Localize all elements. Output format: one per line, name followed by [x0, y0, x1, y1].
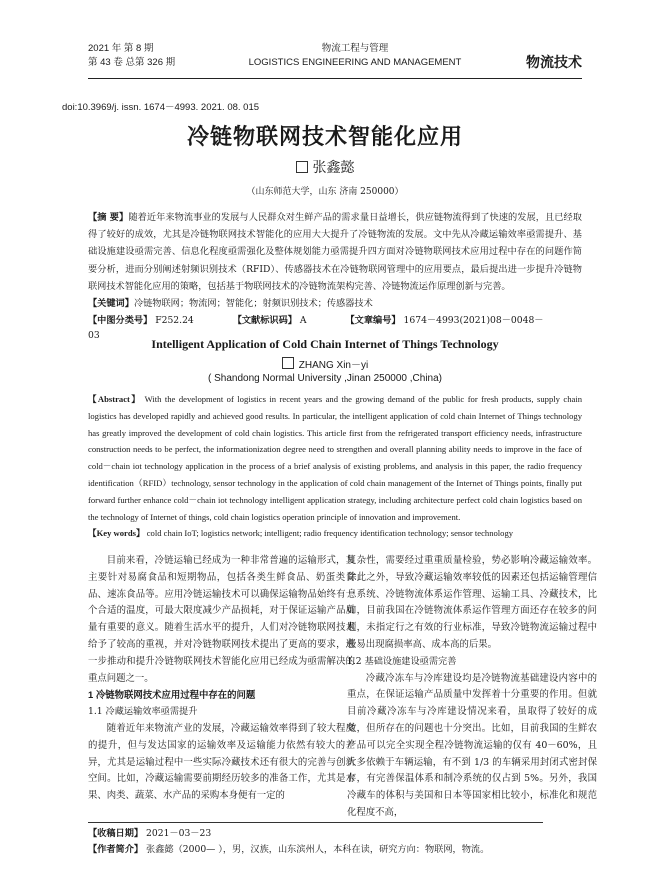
journal-en: LOGISTICS ENGINEERING AND MANAGEMENT — [248, 57, 462, 68]
author: 张鑫懿 — [312, 160, 355, 176]
keywords-cn — [88, 296, 582, 311]
author-line — [0, 157, 650, 177]
abstract-cn — [88, 209, 582, 295]
abstract-en-text: With the development of logistics in recent years and the growing demand of the public for fresh products, supply chain logistics has developed rapidly and achieved good results. In particular, the intelligent application of cold chain Internet of Things technology has greatly improved the development of cold chain logistics. This article first from the refrigerated transport efficiency needs, infrastructure construction needs to be perfect, the informationization degree need to strengthen and overall planning ability needs to improve in the face of cold－chain iot technology application in the process of a brief analysis of existing problems, and analysis in this paper, the radio frequency identification（RFID）technology, sensor technology in the application of cold chain management of the Internet of Things points, finally put forward further enhance cold－chain iot technology intelligent application strategy, including architecture perfect cold chain logistics based on the technology of Internet of things, cold chain logistics operation principle of innovation and improvement. — [88, 394, 582, 522]
abstract-en — [88, 391, 582, 525]
keywords-label: 【关键词】 — [88, 298, 134, 309]
keywords-en — [88, 525, 582, 541]
paper-title: 冷链物联网技术智能化应用 — [186, 124, 463, 150]
english-title: Intelligent Application of Cold Chain Internet of Things Technology — [151, 337, 499, 351]
english-author: ZHANG Xin－yi — [298, 360, 369, 371]
keywords-en-label: 【Key words】 — [88, 528, 145, 538]
body-left-column — [88, 553, 355, 805]
paragraph: 随着近年来物流产业的发展，冷藏运输效率得到了较大程度的提升，但与发达国家的运输效率及运输能力依然有较大的差异，尤其是运输过程中一些实际冷藏技术还有很大的完善与创新空间。比如，冷藏运输需要前期经历较多的准备工作，尤其是水果、肉类、蔬菜、水产品的采购本身便有一定的 — [88, 722, 355, 802]
paragraph: 复杂性，需要经过重重质量检验，势必影响冷藏运输效率。除此之外，导致冷藏运输效率较低的因素还包括运输管理信息系统、冷链物流体系运作管理、运输工具、冷藏技术，比如，目前我国在冷链物流体系运作管理方面还存在较多的问题，未指定行之有效的行业标准，导致冷链物流运输过程中极易出现腐损率高、成本高的后果。 — [347, 555, 597, 650]
author-box-glyph — [296, 161, 308, 173]
journal-cn: 物流工程与管理 — [321, 43, 389, 54]
doc-code: 【文献标识码】 A — [232, 315, 307, 326]
clc: 【中图分类号】 F252.24 — [88, 315, 194, 326]
author-box-glyph — [282, 357, 294, 369]
header-rule — [88, 78, 582, 79]
volume: 第 43 卷 总第 326 期 — [88, 57, 176, 68]
subsection-heading: 1.2 基础设施建设亟需完善 — [347, 655, 457, 667]
received-date: 【收稿日期】 2021－03－23 — [88, 828, 212, 839]
body-right-column — [347, 553, 597, 822]
paragraph: 目前来看，冷链运输已经成为一种非常普遍的运输形式，其主要针对易腐食品和短期物品，包括各类生鲜食品、奶蛋类食品、速冻食品等。应用冷链运输技术可以确保运输物品始终有一个合适的温度，可最大限度减少产品损耗，对于保证运输产品质量有重要的意义。随着生活水平的提升，人们对冷链物联网技术给予了较高的重视，并对冷链物联网技术提出了更高的要求，进一步推动和提升冷链物联网技术智能化应用已经成为亟需解决的重点问题之一。 — [88, 555, 355, 684]
paragraph: 冷藏冷冻车与冷库建设均是冷链物流基础建设内容中的重点，在保证运输产品质量中发挥着十分重要的作用。但就目前冷藏冷冻车与冷库建设情况来看，虽取得了较好的成效，但所存在的问题也十分突出。比如，目前我国的生鲜农产品可以完全实现全程冷链物流运输的仅有 40－60%，且大多依赖于车辆运输，有不到 1/3 的车辆采用封闭式密封保存，有完善保温体系和制冷系统的仅占到 5%。另外，我国冷藏车的体积与美国和日本等国家相比较小，标准化和规范化程度不高， — [347, 672, 597, 818]
doi: doi:10.3969/j. issn. 1674－4993. 2021. 08. 015 — [62, 102, 260, 113]
keywords-text: 冷链物联网；物流网；智能化；射频识别技术；传感器技术 — [133, 298, 373, 309]
affiliation: （山东师范大学，山东 济南 250000） — [246, 187, 404, 197]
abstract-text: 随着近年来物流事业的发展与人民群众对生鲜产品的需求量日益增长，供应链物流得到了快速的发展，且已经取得了较好的成效，尤其是冷链物联网技术智能化的应用大大提升了冷链物流的发展。文中先从冷藏运输效率亟需提升、基础设施建设亟需完善、信息化程度亟需强化及整体规划能力亟需提升四方面对冷链物联网技术应用过程中存在的问题作简要分析，进而分别阐述射频识别技术（RFID）、传感器技术在冷链物联网管理中的应用要点，最后提出进一步提升冷链物联网技术智能化应用的策略，包括基于物联网技术的冷链物流架构完善、冷链物流运作原理创新与完善。 — [88, 212, 582, 292]
abstract-en-label: 【Abstract】 — [88, 394, 142, 404]
section-label: 物流技术 — [526, 54, 582, 70]
subsection-heading: 1.1 冷藏运输效率亟需提升 — [88, 706, 198, 718]
article-number: 【文章编号】 1674－4993(2021)08－0048－03 — [88, 315, 544, 341]
keywords-en-text: cold chain IoT; logistics network; intelligent; radio frequency identification technology; sensor technology — [146, 528, 514, 538]
issue-info — [88, 42, 175, 70]
footnote — [88, 822, 543, 858]
author-bio: 【作者简介】 张鑫懿（2000— ），男，汉族，山东滨州人，本科在读，研究方向：物联网，物流。 — [88, 844, 490, 855]
section-heading: 1 冷链物联网技术应用过程中存在的问题 — [88, 689, 256, 701]
running-header — [88, 42, 582, 82]
english-author-line — [0, 356, 650, 371]
year-issue: 2021 年 第 8 期 — [88, 43, 154, 54]
journal-name — [238, 42, 472, 70]
abstract-label: 【摘 要】 — [88, 212, 129, 223]
english-affiliation: ( Shandong Normal University ,Jinan 250000 ,China) — [207, 373, 442, 384]
